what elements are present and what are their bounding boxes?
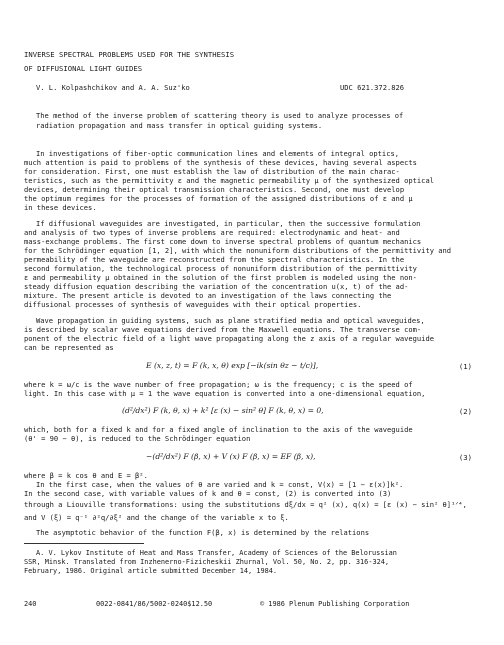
article-code: 0022-0841/86/5002-0240$12.50: [96, 600, 213, 608]
para6-line: through a Liouville transformations: using the substitutions dξ/dx = q² (x), q(x) = [ε (x) − sin² θ]¹ᐟ⁴,: [24, 500, 467, 509]
footnote-line: February, 1986. Original article submitted December 14, 1984.: [24, 567, 278, 575]
para2-line: If diffusional waveguides are investigated, in particular, then the successive formulation: [36, 219, 421, 228]
equation-1: E (x, z, t) = F (k, x, θ) exp [−ik(sin θz − t/c)],: [146, 361, 319, 370]
para2-line: mass-exchange problems. The first come down to inverse spectral problems of quantum mechanics: [24, 237, 422, 246]
para2-line: mixture. The present article is devoted to an investigation of the laws connecting the: [24, 291, 392, 300]
equation-3-number: (3): [458, 453, 472, 462]
para2-line: second formulation, the technological process of nonuniform distribution of the permittivity: [24, 264, 417, 273]
para3-line: can be represented as: [24, 343, 114, 352]
para1-line: much attention is paid to problems of the synthesis of these devices, having several aspects: [24, 158, 417, 167]
para1-line: for consideration. First, one must establish the law of distribution of the main charac-: [24, 167, 400, 176]
para2-line: ε and permeability μ obtained in the solution of the first problem is modeled using the non-: [24, 273, 417, 282]
para3-line: Wave propagation in guiding systems, such as plane stratified media and optical waveguides,: [36, 316, 425, 325]
para6-line: and V (ξ) = q⁻¹ ∂²q/∂ξ² and the change of the variable x to ξ.: [24, 513, 289, 522]
equation-2: (d²/dx²) F (k, θ, x) + k² [ε (x) − sin² θ] F (k, θ, x) = 0,: [122, 406, 324, 415]
para2-line: and analysis of two types of inverse problems are required: electrodynamic and heat- and: [24, 228, 400, 237]
para4-line: light. In this case with μ = 1 the wave equation is converted into a one-dimensional equation,: [24, 389, 426, 398]
abstract-line: The method of the inverse problem of scattering theory is used to analyze processes of: [36, 111, 404, 120]
para4-line: where k = ω/c is the wave number of free propagation; ω is the frequency; c is the speed of: [24, 380, 413, 389]
footnote-line: A. V. Lykov Institute of Heat and Mass Transfer, Academy of Sciences of the Belorussian: [36, 549, 397, 557]
authors: V. L. Kolpashchikov and A. A. Suz'ko: [36, 83, 190, 92]
para1-line: devices, determining their optical transmission characteristics. Second, one must develop: [24, 185, 405, 194]
equation-3: −(d²/dx²) F (β, x) + V (x) F (β, x) = EF (β, x),: [146, 452, 316, 461]
equation-1-number: (1): [458, 362, 472, 371]
para3-line: ponent of the electric field of a light wave propagating along the z axis of a regular waveguide: [24, 334, 434, 343]
footnote-rule: [24, 543, 144, 544]
para1-line: In investigations of fiber-optic communication lines and elements of integral optics,: [36, 149, 400, 158]
equation-2-number: (2): [458, 407, 472, 416]
para2-line: for the Schrödinger equation [1, 2], with which the nonuniform distributions of the permittivity and: [24, 246, 452, 255]
para6-line: The asymptotic behavior of the function F(β, x) is determined by the relations: [36, 528, 370, 537]
para6-line: In the second case, with variable values of k and θ = const, (2) is converted into (3): [24, 489, 392, 498]
para1-line: in these devices.: [24, 203, 97, 212]
para5-line: (θ' = 90 − θ), is reduced to the Schrödinger equation: [24, 434, 251, 443]
para1-line: the optimum regimes for the processes of formation of the assigned distributions of ε and μ: [24, 194, 413, 203]
para6-line: where β = k cos θ and E = β².: [24, 471, 148, 480]
abstract-line: radiation propagation and mass transfer in optical guiding systems.: [36, 121, 323, 130]
para2-line: steady diffusion equation describing the variation of the concentration u(x, t) of the ad-: [24, 282, 409, 291]
para3-line: is described by scalar wave equations derived from the Maxwell equations. The transverse com-: [24, 325, 422, 334]
para1-line: teristics, such as the permittivity ε and the magnetic permeability μ of the synthesized optical: [24, 176, 434, 185]
para6-line: In the first case, when the values of θ are varied and k = const, V(x) = [1 − ε(x)]k².: [36, 480, 404, 489]
para2-line: permeability of the waveguide are reconstructed from the spectral characteristics. In the: [24, 255, 405, 264]
footnote-line: SSR, Minsk. Translated from Inzhenerno-Fizicheskii Zhurnal, Vol. 50, No. 2, pp. 316-324,: [24, 558, 390, 566]
title-line-2: OF DIFFUSIONAL LIGHT GUIDES: [24, 64, 143, 73]
udc-code: UDC 621.372.826: [340, 83, 405, 92]
page-number: 240: [24, 600, 37, 608]
copyright: © 1986 Plenum Publishing Corporation: [260, 600, 410, 608]
para5-line: which, both for a fixed k and for a fixed angle of inclination to the axis of the waveguide: [24, 425, 413, 434]
para2-line: diffusional processes of synthesis of waveguides with their optical properties.: [24, 300, 362, 309]
title-line-1: INVERSE SPECTRAL PROBLEMS USED FOR THE SYNTHESIS: [24, 50, 235, 59]
